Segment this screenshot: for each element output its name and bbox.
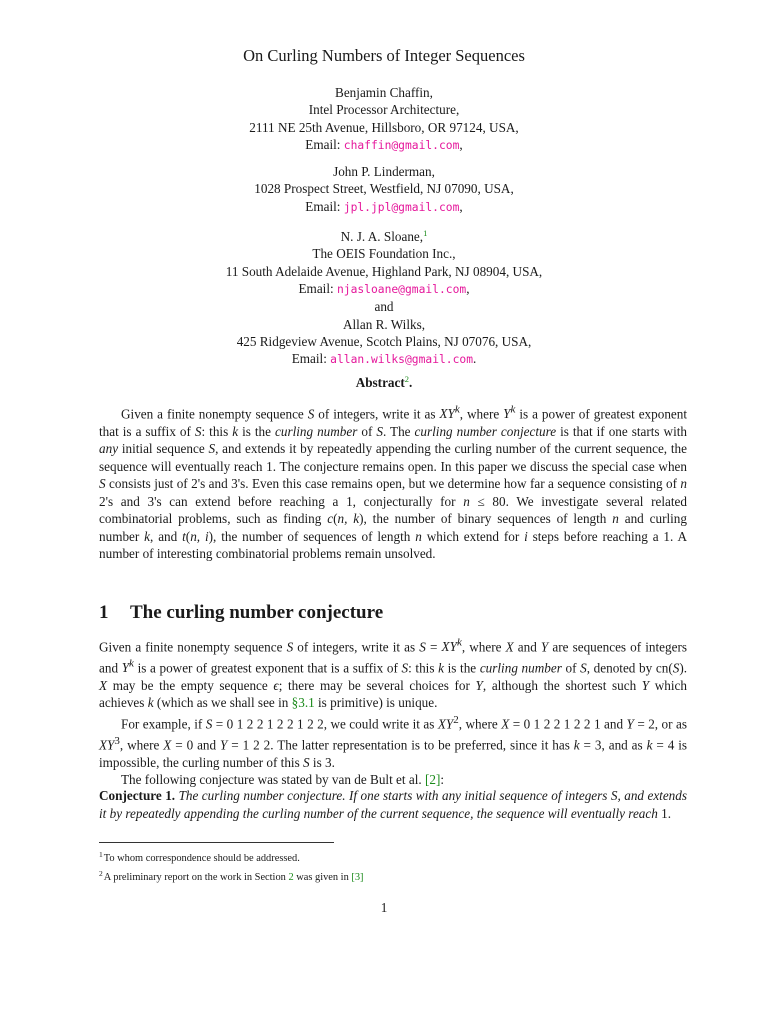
conjecture-label: Conjecture 1.	[99, 788, 176, 803]
author-email-line: Email: chaffin@gmail.com,	[305, 136, 463, 152]
footnote: $^1$To whom correspondence should be addressed.	[99, 850, 300, 864]
footnote-divider	[99, 842, 334, 843]
section-link[interactable]: 2	[288, 872, 294, 883]
section-number: 1	[99, 602, 109, 623]
citation-link[interactable]: [3]	[351, 872, 364, 883]
author-chaffin	[0, 84, 768, 154]
author-name: Benjamin Chaffin,	[335, 85, 433, 100]
author-address: 1028 Prospect Street, Westfield, NJ 07090, USA,	[254, 181, 514, 197]
email-link[interactable]: allan.wilks@gmail.com	[330, 353, 473, 367]
section-link[interactable]: §3.1	[291, 695, 315, 711]
paper-title: On Curling Numbers of Integer Sequences	[243, 46, 525, 65]
section-body	[99, 635, 687, 789]
email-link[interactable]: jpl.jpl@gmail.com	[343, 200, 460, 214]
author-name: Allan R. Wilks,	[342, 316, 425, 332]
author-linderman	[0, 163, 768, 216]
author-address: 11 South Adelaide Avenue, Highland Park, NJ 08904, USA,	[225, 263, 543, 279]
author-sloane	[0, 225, 768, 298]
section-title: The curling number conjecture	[130, 602, 384, 623]
author-list	[0, 84, 768, 377]
conjecture-block: Conjecture 1. The curling number conjecture. If one starts with any initial sequence of integers S, and extends it by repeatedly appending the curling number of the current sequence, the sequence will eventually reach 1.	[99, 788, 688, 821]
author-connector: and	[374, 299, 394, 315]
email-link[interactable]: chaffin@gmail.com	[343, 138, 460, 152]
author-affiliation: Intel Processor Architecture,	[308, 102, 460, 118]
author-email-line: Email: njasloane@gmail.com,	[298, 280, 470, 296]
footnotes	[99, 847, 687, 885]
page-number: 1	[380, 900, 388, 915]
author-address: 425 Ridgeview Avenue, Scotch Plains, NJ 07076, USA,	[236, 333, 532, 349]
abstract-heading: Abstract$^2$.	[355, 374, 413, 390]
author-address: 2111 NE 25th Avenue, Hillsboro, OR 97124, USA,	[249, 119, 519, 135]
citation-link[interactable]: [2]	[424, 772, 441, 788]
paragraph: Given a finite nonempty sequence S of integers, write it as $S = XY^k$, where X and Y are sequences of integers and $Y^k$ is a power of greatest exponent that is a suffix of S: this k is the curling number of S, denoted by cn(S). X may be the empty sequence ϵ; there may be several choices for Y, although the shortest such Y which achieves k (which as we shall see in §3.1 is primitive) is unique.	[99, 637, 688, 711]
footnote: $^2$A preliminary report on the work in Section 2 was given in [3]	[99, 869, 364, 883]
author-affiliation: The OEIS Foundation Inc.,	[312, 246, 456, 262]
paragraph: The following conjecture was stated by van de Bult et al. [2]:	[121, 772, 445, 788]
author-email-line: Email: allan.wilks@gmail.com.	[291, 351, 477, 367]
footnote-marker[interactable]: 1	[423, 228, 428, 239]
paragraph: For example, if S = 0 1 2 2 1 2 2 1 2 2, we could write it as $XY^2$, where X = 0 1 2 2 1 2 2 1 and Y = 2, or as $XY^3$, where X = 0 and Y = 1 2 2. The latter representation is to be preferred, since it has k = 3, and as k = 4 is impossible, the curling number of this S is 3.	[99, 713, 688, 770]
email-link[interactable]: njasloane@gmail.com	[336, 282, 467, 296]
footnote-number: 1	[99, 850, 103, 859]
section-heading	[99, 602, 383, 624]
abstract-body: Given a finite nonempty sequence S of integers, write it as $XY^k$, where $Y^k$ is a power of greatest exponent that is a suffix of S: this k is the curling number of S. The curling number conjecture is that if one starts with any initial sequence S, and extends it by repeatedly appending the curling number of the current sequence, the sequence will eventually reach 1. The conjecture remains open. In this paper we discuss the special case when S consists just of 2's and 3's. Even this case remains open, but we determine how far a sequence consisting of n 2's and 3's can extend before reaching a 1, conjecturally for n ≤ 80. We investigate several related combinatorial problems, such as finding c(n, k), the number of binary sequences of length n and curling number k, and t(n, i), the number of sequences of length n which extend for i steps before reaching a 1. A number of interesting combinatorial problems remain unsolved.	[99, 404, 688, 562]
author-email-line: Email: jpl.jpl@gmail.com,	[305, 198, 463, 214]
footnote-marker[interactable]: 2	[404, 374, 410, 384]
author-wilks	[0, 298, 768, 368]
author-name-line: N. J. A. Sloane,$^1$	[340, 228, 428, 245]
footnote-number: 2	[99, 869, 103, 878]
author-name: John P. Linderman,	[333, 164, 435, 180]
